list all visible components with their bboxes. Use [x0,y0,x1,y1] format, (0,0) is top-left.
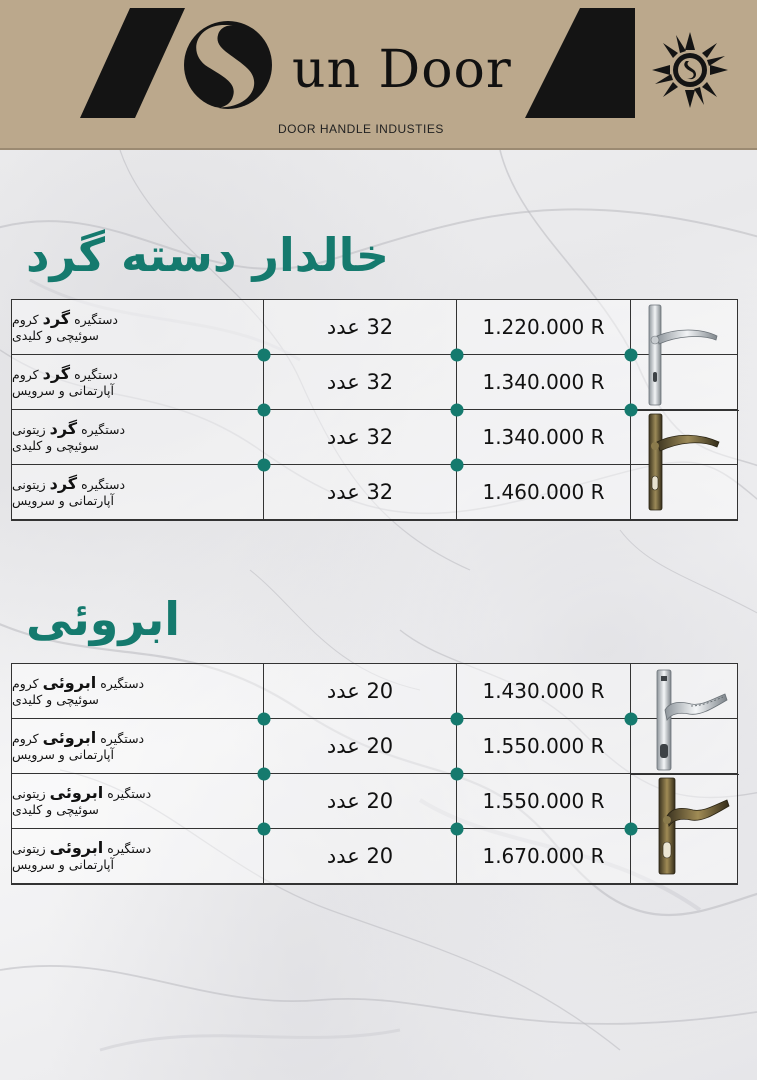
chrome-handle-image [631,302,739,408]
price-cell: 1.670.000 R [457,829,631,883]
product-description: دستگیره گرد کروم سوئیچی و کلیدی [12,300,264,354]
table-row [12,829,737,884]
quantity-cell: 20 عدد [264,774,457,828]
quantity-cell: 20 عدد [264,829,457,883]
table-row [12,355,737,410]
table-row [12,300,737,355]
header-banner [0,0,757,150]
table-row [12,465,737,520]
table-row [12,774,737,829]
price-cell: 1.430.000 R [457,664,631,718]
price-cell: 1.220.000 R [457,300,631,354]
section-title-abroei: ابروئی [26,592,181,646]
olive-abroei-handle-image [631,776,739,876]
quantity-cell: 20 عدد [264,719,457,773]
product-description: دستگیره ابروئی کروم آپارتمانی و سرویس [12,719,264,773]
quantity-cell: 32 عدد [264,355,457,409]
price-cell: 1.340.000 R [457,410,631,464]
table-row [12,410,737,465]
table-row [12,664,737,719]
product-description: دستگیره گرد کروم آپارتمانی و سرویس [12,355,264,409]
section-title-round: خالدار دسته گرد [26,228,390,282]
quantity-cell: 32 عدد [264,410,457,464]
price-cell: 1.550.000 R [457,719,631,773]
chrome-abroei-handle-image [631,666,739,772]
price-table-round [11,299,738,521]
quantity-cell: 32 عدد [264,465,457,519]
table-row [12,719,737,774]
quantity-cell: 32 عدد [264,300,457,354]
price-table-abroei [11,663,738,885]
price-cell: 1.340.000 R [457,355,631,409]
product-description: دستگیره ابروئی زیتونی آپارتمانی و سرویس [12,829,264,883]
brand-tagline: DOOR HANDLE INDUSTIES [278,122,444,136]
product-description: دستگیره گرد زیتونی سوئیچی و کلیدی [12,410,264,464]
brand-name: un Door [292,40,512,100]
price-cell: 1.550.000 R [457,774,631,828]
product-description: دستگیره گرد زیتونی آپارتمانی و سرویس [12,465,264,519]
quantity-cell: 20 عدد [264,664,457,718]
product-description: دستگیره ابروئی کروم سوئیچی و کلیدی [12,664,264,718]
product-description: دستگیره ابروئی زیتونی سوئیچی و کلیدی [12,774,264,828]
price-cell: 1.460.000 R [457,465,631,519]
olive-handle-image [631,412,739,512]
